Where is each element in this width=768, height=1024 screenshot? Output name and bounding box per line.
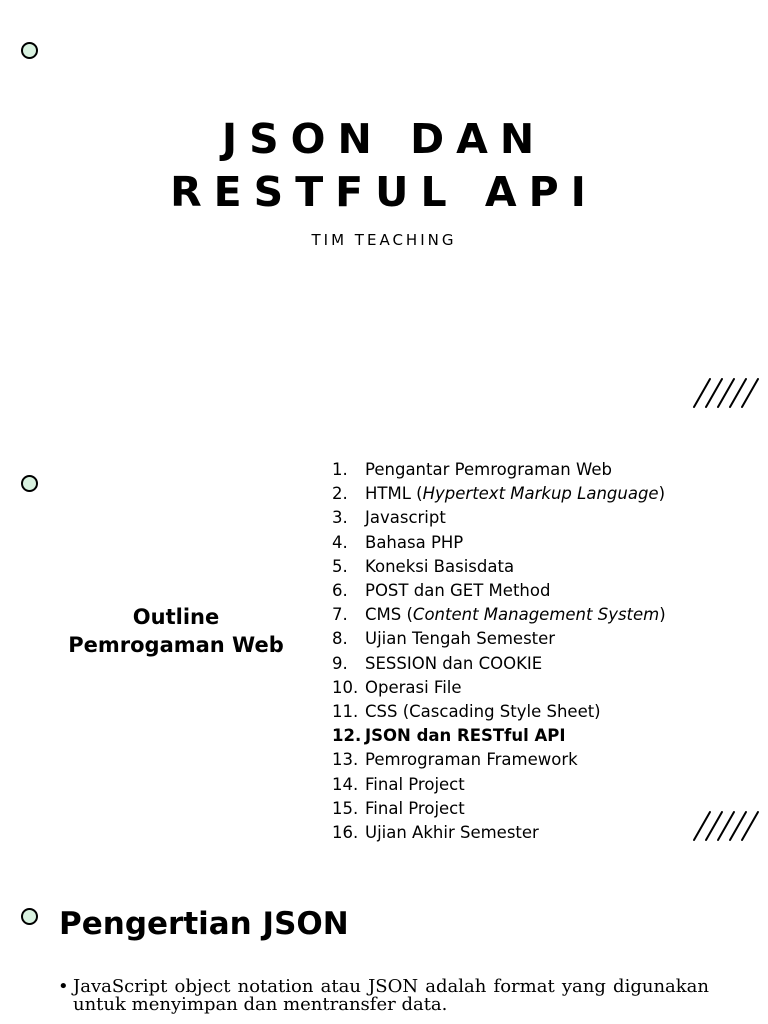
slide-title-line-2: RESTFUL API [170, 168, 598, 216]
outline-item-number: 12. [332, 726, 362, 746]
diagonal-slashes-icon [692, 809, 760, 843]
outline-item-italic-text: Hypertext Markup Language [422, 484, 659, 504]
outline-item-label [365, 482, 665, 506]
outline-item-label [365, 748, 578, 772]
outline-item-label [365, 627, 555, 651]
outline-item [332, 821, 666, 845]
outline-item-text: SESSION dan COOKIE [365, 653, 543, 673]
outline-item-number: 1. [332, 460, 348, 479]
outline-item-label [365, 458, 612, 482]
outline-item [332, 627, 666, 651]
outline-item [332, 652, 666, 676]
outline-item-number: 13. [332, 750, 359, 770]
outline-item-text: Final Project [365, 774, 465, 794]
bullet-dot-icon: • [58, 976, 69, 997]
slide-subtitle: TIM TEACHING [311, 231, 457, 249]
outline-title-line-1: Outline [132, 605, 220, 629]
outline-item-label [365, 555, 514, 579]
outline-item-label [365, 506, 446, 530]
outline-item [332, 724, 666, 748]
bullet-text: JavaScript object notation atau JSON adalah format yang digunakan untuk menyimpan dan mentransfer data. [73, 976, 709, 1015]
outline-item [332, 555, 666, 579]
outline-item-text: HTML ( [365, 484, 423, 504]
outline-item-text: CMS ( [365, 605, 413, 625]
outline-item-number: 2. [332, 484, 348, 504]
outline-item [332, 603, 666, 627]
bullet-item [58, 978, 709, 1014]
outline-item-number: 6. [332, 581, 348, 601]
outline-item [332, 531, 666, 555]
outline-item-number: 15. [332, 798, 359, 818]
outline-item-text: JSON dan RESTful API [365, 726, 566, 746]
outline-item-number: 9. [332, 653, 348, 673]
outline-item-label [365, 797, 465, 821]
outline-item-number: 14. [332, 774, 359, 794]
outline-item-text: Ujian Akhir Semester [365, 823, 539, 843]
outline-item-number: 10. [332, 677, 359, 697]
outline-item-number: 8. [332, 629, 348, 649]
outline-item-number: 3. [332, 508, 348, 528]
outline-item-label [365, 724, 565, 748]
outline-item-number: 11. [332, 702, 359, 722]
outline-item-number: 4. [332, 532, 348, 552]
outline-item-text: Operasi File [365, 677, 462, 697]
circle-marker-icon [21, 475, 38, 492]
outline-item-text: Pengantar Pemrograman Web [365, 460, 612, 479]
outline-item [332, 579, 666, 603]
outline-item-text: Bahasa PHP [365, 532, 464, 552]
outline-item [332, 773, 666, 797]
circle-marker-icon [21, 908, 38, 925]
outline-item [332, 482, 666, 506]
outline-item-text: ) [658, 484, 666, 504]
outline-item-text: Ujian Tengah Semester [365, 629, 556, 649]
outline-item [332, 700, 666, 724]
diagonal-slashes-icon [692, 376, 760, 410]
outline-item-label [365, 652, 542, 676]
outline-list [332, 458, 666, 845]
outline-item-italic-text: Content Management System [412, 605, 660, 625]
slide-title-line-1: JSON DAN [221, 115, 547, 163]
outline-item-label [365, 700, 601, 724]
circle-marker-icon [21, 42, 38, 59]
outline-item-label [365, 773, 465, 797]
outline-item-label [365, 603, 666, 627]
section-title: Pengertian JSON [59, 906, 349, 942]
outline-item-text: Koneksi Basisdata [365, 556, 515, 576]
outline-item-text: POST dan GET Method [365, 581, 551, 601]
outline-item [332, 748, 666, 772]
slide-title [0, 113, 768, 219]
outline-item-label [365, 579, 550, 603]
outline-item-text: Pemrograman Framework [365, 750, 578, 770]
outline-item-label [365, 676, 462, 700]
outline-item-text: Javascript [365, 508, 446, 528]
outline-item-text: Final Project [365, 798, 465, 818]
outline-item [332, 676, 666, 700]
outline-item [332, 458, 666, 482]
outline-item-number: 5. [332, 556, 348, 576]
outline-item-number: 7. [332, 605, 348, 625]
outline-item-label [365, 531, 463, 555]
outline-item [332, 797, 666, 821]
outline-title [40, 603, 312, 659]
outline-item-text: CSS (Cascading Style Sheet) [365, 702, 601, 722]
outline-item-number: 16. [332, 823, 359, 843]
outline-item [332, 506, 666, 530]
outline-item-label [365, 821, 539, 845]
outline-item-text: ) [659, 605, 666, 625]
outline-title-line-2: Pemrogaman Web [68, 633, 284, 657]
